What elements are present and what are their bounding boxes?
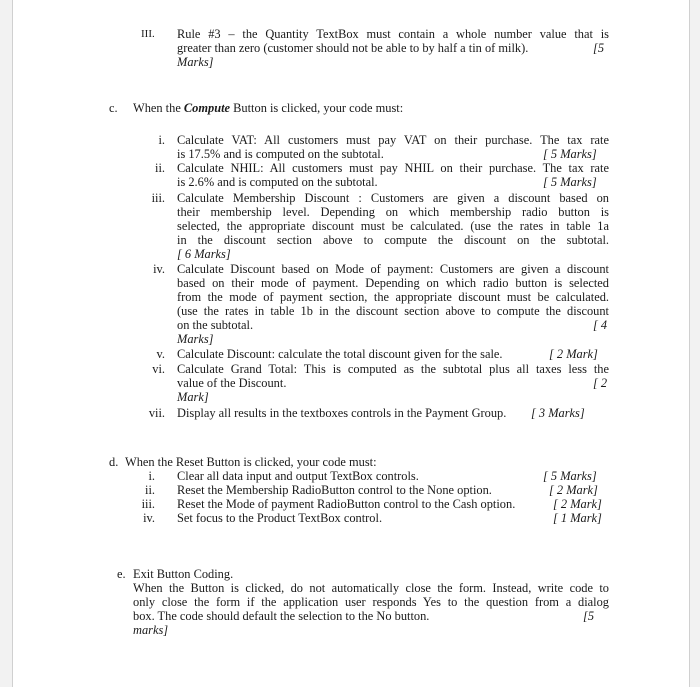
item-line: in the discount section above to compute the discount on the subtotal.: [177, 233, 609, 247]
item-line: their membership level. Depending on which membership radio button is: [177, 205, 609, 219]
section-c-letter: c.: [109, 101, 118, 115]
marks-label: [ 2: [593, 376, 608, 390]
item-line: based on their mode of payment. Depending on which radio button is selected: [177, 276, 609, 290]
item-numeral: v.: [156, 347, 165, 361]
marks-label: [ 6 Marks]: [177, 247, 231, 261]
item-line: from the mode of payment section, the appropriate discount must be calculated.: [177, 290, 609, 304]
item-numeral: iii.: [151, 191, 165, 205]
rule3-marks: [5: [593, 41, 605, 55]
rule3-line-1: Rule #3 – the Quantity TextBox must contain a whole number value that is: [177, 27, 609, 41]
section-d-intro: When the Reset Button is clicked, your code must:: [125, 455, 377, 469]
item-line: value of the Discount.: [177, 376, 287, 390]
item-line: Calculate Discount: calculate the total discount given for the sale.: [177, 347, 503, 361]
marks-label-cont: Marks]: [177, 332, 214, 346]
marks-label: [ 3 Marks]: [531, 406, 585, 420]
marks-label: [5: [583, 609, 595, 623]
section-e-title: Exit Button Coding.: [133, 567, 234, 581]
item-numeral: i.: [148, 469, 155, 483]
rule3-marks-cont: Marks]: [177, 55, 214, 69]
item-line: Display all results in the textboxes controls in the Payment Group.: [177, 406, 507, 420]
item-line: Clear all data input and output TextBox controls.: [177, 469, 419, 483]
item-numeral: iv.: [143, 511, 155, 525]
section-e-line: box. The code should default the selection to the No button.: [133, 609, 430, 623]
marks-label-cont: Mark]: [177, 390, 209, 404]
item-line: Reset the Membership RadioButton control to the None option.: [177, 483, 492, 497]
document-page: [12, 0, 690, 687]
item-numeral: i.: [158, 133, 165, 147]
section-e-line: When the Button is clicked, do not automatically close the form. Instead, write code to: [133, 581, 609, 595]
item-line: selected, the appropriate discount must be calculated. (use the rates in table 1a: [177, 219, 609, 233]
item-line: Calculate Grand Total: This is computed as the subtotal plus all taxes less the: [177, 362, 609, 376]
marks-label: [ 1 Mark]: [553, 511, 602, 525]
item-numeral: iii.: [141, 497, 155, 511]
item-line: Calculate VAT: All customers must pay VAT on their purchase. The tax rate: [177, 133, 609, 147]
item-line: is 2.6% and is computed on the subtotal.: [177, 175, 378, 189]
item-line: Set focus to the Product TextBox control.: [177, 511, 383, 525]
item-line: Calculate Membership Discount : Customers are given a discount based on: [177, 191, 609, 205]
marks-label: [ 2 Mark]: [553, 497, 602, 511]
marks-label: [ 5 Marks]: [543, 175, 597, 189]
item-line: on the subtotal.: [177, 318, 254, 332]
item-line: Calculate NHIL: All customers must pay NHIL on their purchase. The tax rate: [177, 161, 609, 175]
item-line: (use the rates in table 1b in the discount section above to compute the discount: [177, 304, 609, 318]
marks-label: [ 5 Marks]: [543, 147, 597, 161]
marks-label-cont: marks]: [133, 623, 169, 637]
section-e-letter: e.: [117, 567, 126, 581]
marks-label: [ 2 Mark]: [549, 483, 598, 497]
item-line: is 17.5% and is computed on the subtotal.: [177, 147, 384, 161]
marks-label: [ 4: [593, 318, 608, 332]
marks-label: [ 5 Marks]: [543, 469, 597, 483]
item-numeral: vii.: [148, 406, 165, 420]
section-d-letter: d.: [109, 455, 119, 469]
item-numeral: ii.: [145, 483, 155, 497]
marks-label: [ 2 Mark]: [549, 347, 598, 361]
item-line: Reset the Mode of payment RadioButton control to the Cash option.: [177, 497, 516, 511]
section-e-line: only close the form if the application user responds Yes to the question from a dialog: [133, 595, 609, 609]
item-numeral: vi.: [152, 362, 165, 376]
item-numeral: iv.: [153, 262, 165, 276]
rule3-line-2: greater than zero (customer should not be able to by half a tin of milk).: [177, 41, 529, 55]
item-numeral: ii.: [155, 161, 165, 175]
section-c-intro: When the Compute Button is clicked, your code must:: [133, 101, 404, 115]
rule3-numeral: III.: [141, 28, 155, 40]
item-line: Calculate Discount based on Mode of payment: Customers are given a discount: [177, 262, 609, 276]
